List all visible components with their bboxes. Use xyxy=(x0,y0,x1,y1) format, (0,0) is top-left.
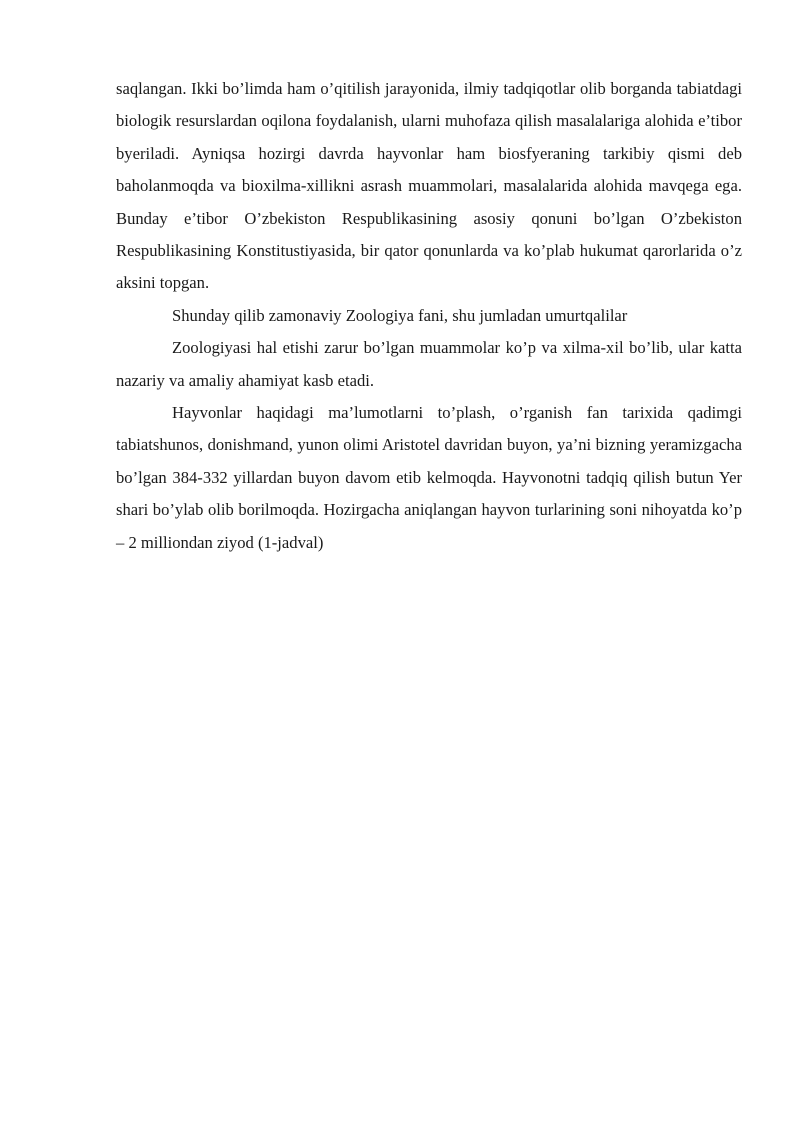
paragraph-continuation: saqlangan. Ikki bo’limda ham o’qitilish jarayonida, ilmiy tadqiqotlar olib borganda tabiatdagi biologik resurslardan oqilona foydalanish, ularni muhofaza qilish masalalariga alohida e’tibor byeriladi. Ayniqsa hozirgi davrda hayvonlar ham biosfyeraning tarkibiy qismi deb baholanmoqda va bioxilma-xillikni asrash muammolari, masalalarida alohida mavqega ega. Bunday e’tibor O’zbekiston Respublikasining asosiy qonuni bo’lgan O’zbekiston Respublikasining Konstitustiyasida, bir qator qonunlarda va ko’plab hukumat qarorlarida o’z aksini topgan. xyxy=(116,79,742,293)
paragraph-zoology-problems: Zoologiyasi hal etishi zarur bo’lgan muammolar ko’p va xilma-xil bo’lib, ular katta nazariy va amaliy ahamiyat kasb etadi. xyxy=(116,338,742,390)
document-page xyxy=(116,73,742,559)
paragraph-zoology-intro: Shunday qilib zamonaviy Zoologiya fani, shu jumladan umurtqalilar xyxy=(172,305,628,325)
paragraph-history: Hayvonlar haqidagi ma’lumotlarni to’plash, o’rganish fan tarixida qadimgi tabiatshunos, donishmand, yunon olimi Aristotel davridan buyon, ya’ni bizning yeramizgacha bo’lgan 384-332 yillardan buyon davom etib kelmoqda. Hayvonotni tadqiq qilish butun Yer shari bo’ylab olib borilmoqda. Hozirgacha aniqlangan hayvon turlarining soni nihoyatda ko’p – 2 milliondan ziyod (1-jadval) xyxy=(116,403,742,552)
